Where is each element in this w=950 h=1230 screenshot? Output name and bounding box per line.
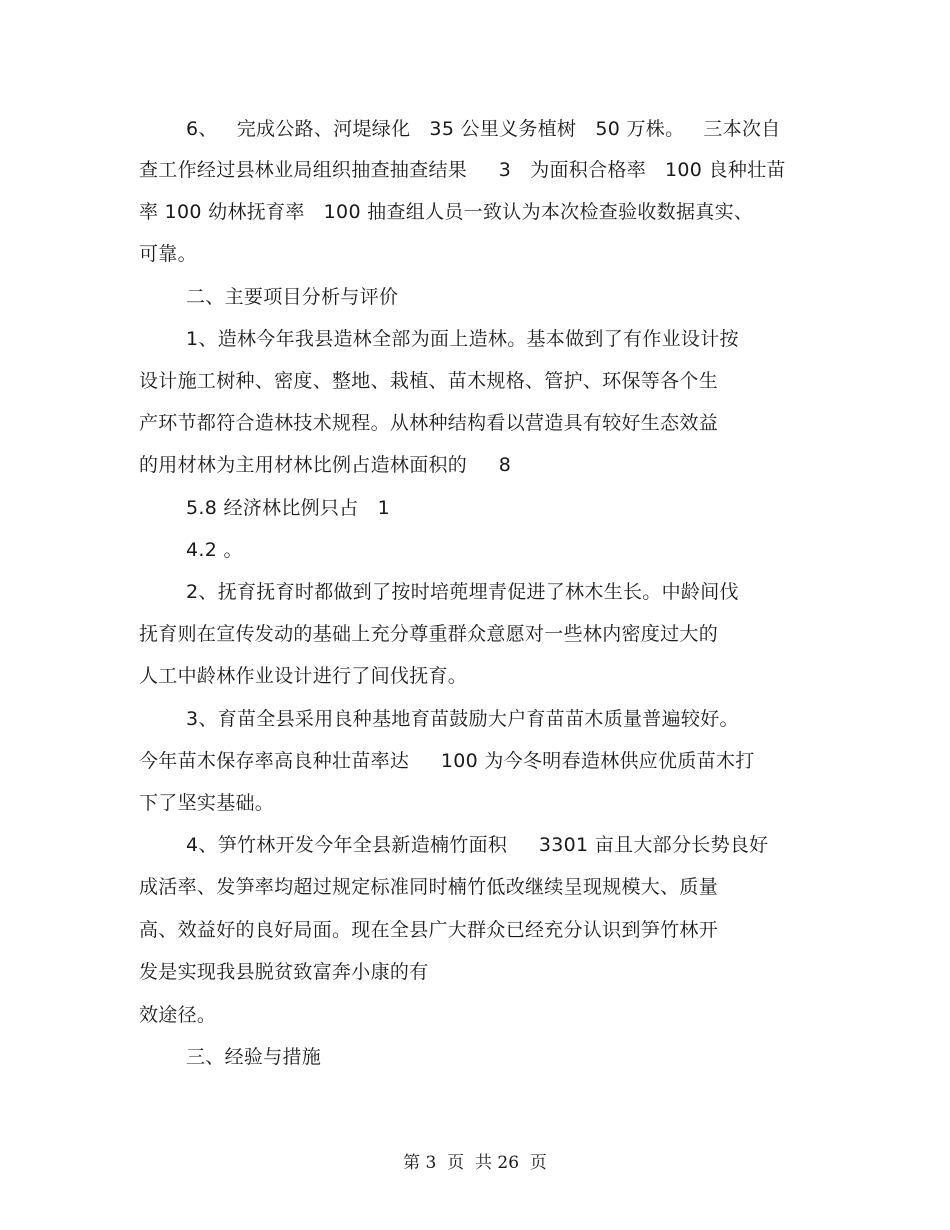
text-line-14: 人工中龄林作业设计进行了间伐抚育。 [139,665,468,687]
text-line-3: 率 100 幼林抚育率 100 抽查组人员一致认为本次检查验收数据真实、 [139,201,754,223]
text-line-2: 查工作经过县林业局组织抽查抽查结果 3 为面积合格率 100 良种壮苗 [139,159,786,181]
text-line-8: 产环节都符合造林技术规程。从林种结构看以营造具有较好生态效益 [139,412,719,434]
text-line-20: 高、效益好的良好局面。现在全县广大群众已经充分认识到笋竹林开 [139,919,719,941]
text-line-11: 4.2 。 [186,539,243,561]
text-line-7: 设计施工树种、密度、整地、栽植、苗木规格、管护、环保等各个生 [139,370,719,392]
text-line-18: 4、笋竹林开发今年全县新造楠竹面积 3301 亩且大部分长势良好 [186,834,769,856]
section-heading-3: 三、经验与措施 [186,1046,322,1068]
text-line-22: 效途径。 [139,1004,217,1026]
text-line-9: 的用材林为主用材林比例占造林面积的 8 [139,454,512,476]
text-line-10: 5.8 经济林比例只占 1 [186,497,390,519]
text-line-4: 可靠。 [139,243,197,265]
section-heading-2: 二、主要项目分析与评价 [186,286,399,308]
page-number-footer: 第 3 页 共 26 页 [403,1153,547,1173]
text-line-19: 成活率、发笋率均超过规定标准同时楠竹低改继续呈现规模大、质量 [139,876,719,898]
text-line-13: 抚育则在宣传发动的基础上充分尊重群众意愿对一些林内密度过大的 [139,623,719,645]
text-line-16: 今年苗木保存率高良种壮苗率达 100 为今冬明春造林供应优质苗木打 [139,750,755,772]
text-line-17: 下了坚实基础。 [139,792,275,814]
text-line-21: 发是实现我县脱贫致富奔小康的有 [139,961,429,983]
text-line-12: 2、抚育抚育时都做到了按时培蔸埋青促进了林木生长。中龄间伐 [186,581,739,603]
text-line-1: 6、 完成公路、河堤绿化 35 公里义务植树 50 万株。 三本次自 [186,118,781,140]
text-line-15: 3、育苗全县采用良种基地育苗鼓励大户育苗苗木质量普遍较好。 [186,708,739,730]
text-line-6: 1、造林今年我县造林全部为面上造林。基本做到了有作业设计按 [186,328,739,350]
